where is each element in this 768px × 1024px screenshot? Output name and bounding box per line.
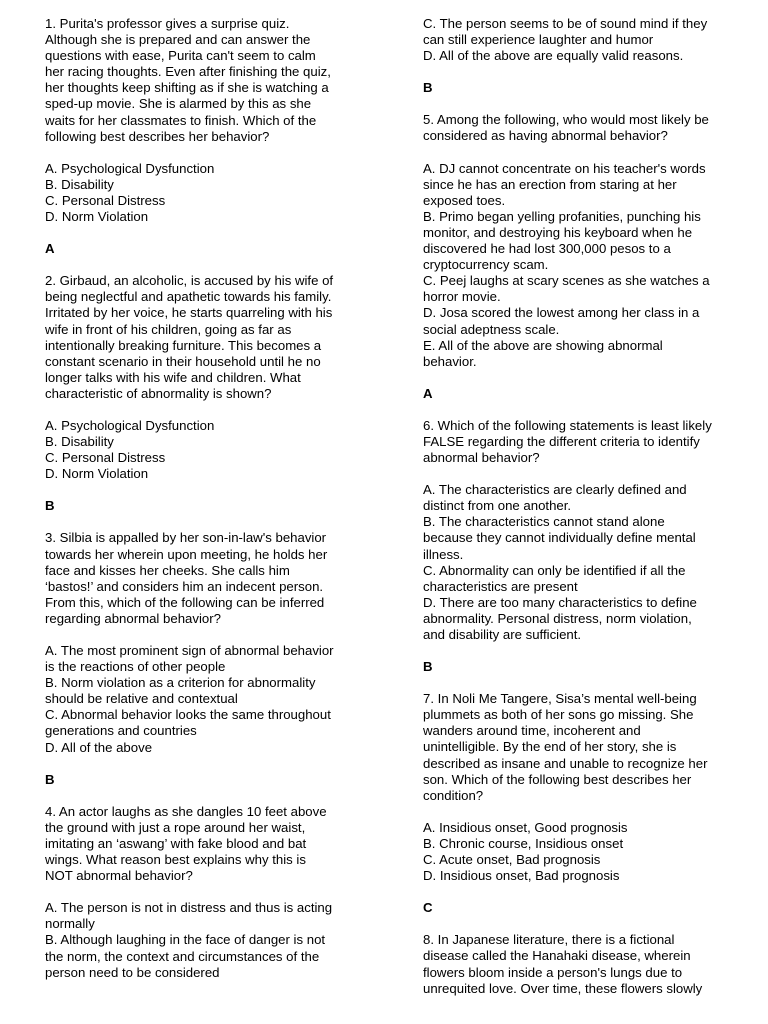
question-2-options	[45, 418, 383, 482]
question-2-text: 2. Girbaud, an alcoholic, is accused by his wife of being neglectful and apathetic towards his family. Irritated by her voice, he starts quarreling with his wife in front of his children, going as far as intentionally breaking furniture. This becomes a constant scenario in their household until he no longer talks with his wife and children. What characteristic of abnormality is shown?	[45, 273, 334, 401]
question-6-option-c: C. Abnormality can only be identified if all the characteristics are present	[423, 562, 686, 594]
question-8	[423, 932, 759, 996]
left-column	[45, 16, 383, 981]
question-4-option-b: B. Although laughing in the face of danger is not the norm, the context and circumstances of the person need to be considered	[45, 932, 326, 980]
question-6-answer: B	[423, 659, 433, 675]
question-7-options	[423, 820, 759, 884]
question-7	[423, 691, 759, 916]
question-7-option-a: A. Insidious onset, Good prognosis	[423, 819, 628, 835]
question-6-option-d: D. There are too many characteristics to define abnormality. Personal distress, norm violation, and disability are sufficient.	[423, 594, 697, 642]
question-5	[423, 112, 759, 402]
question-4-options	[45, 900, 383, 980]
question-2-option-c: C. Personal Distress	[45, 450, 166, 466]
question-1-option-b: B. Disability	[45, 176, 114, 192]
question-7-option-b: B. Chronic course, Insidious onset	[423, 835, 624, 851]
question-2	[45, 273, 383, 514]
question-5-option-c: C. Peej laughs at scary scenes as she watches a horror movie.	[423, 273, 710, 305]
question-6-options	[423, 482, 759, 643]
question-2-option-d: D. Norm Violation	[45, 466, 149, 482]
question-1-options	[45, 161, 383, 225]
question-2-answer: B	[45, 498, 55, 514]
question-4-text: 4. An actor laughs as she dangles 10 feet above the ground with just a rope around her waist, imitating an ‘aswang’ with fake blood and bat wings. What reason best explains why this is NOT abnormal behavior?	[45, 803, 327, 884]
question-8-text: 8. In Japanese literature, there is a fictional disease called the Hanahaki disease, wherein flowers bloom inside a person's lungs due to unrequited love. Over time, these flowers slowly	[423, 932, 703, 996]
question-3-options	[45, 643, 383, 756]
question-3-option-c: C. Abnormal behavior looks the same throughout generations and countries	[45, 707, 331, 739]
question-1-answer: A	[45, 241, 55, 257]
question-5-option-d: D. Josa scored the lowest among her class in a social adeptness scale.	[423, 305, 700, 337]
question-3	[45, 530, 383, 787]
question-1-option-a: A. Psychological Dysfunction	[45, 160, 215, 176]
question-6-option-a: A. The characteristics are clearly defined and distinct from one another.	[423, 482, 687, 514]
question-4-answer: B	[423, 80, 433, 96]
question-3-answer: B	[45, 771, 55, 787]
question-5-text: 5. Among the following, who would most likely be considered as having abnormal behavior?	[423, 112, 709, 144]
question-7-text: 7. In Noli Me Tangere, Sisa’s mental well-being plummets as both of her sons go missing. She wanders around time, incoherent and unintelligible. By the end of her story, she is described as insane and unable to recognize her son. Which of the following best describes her condition?	[423, 691, 708, 803]
question-5-option-b: B. Primo began yelling profanities, punching his monitor, and destroying his keyboard when he discovered he had lost 300,000 pesos to a cryptocurrency scam.	[423, 208, 701, 273]
question-4-option-c: C. The person seems to be of sound mind if they can still experience laughter and humor	[423, 16, 708, 48]
question-7-answer: C	[423, 900, 433, 916]
question-1	[45, 16, 383, 257]
question-5-answer: A	[423, 385, 433, 401]
question-4-option-d: D. All of the above are equally valid reasons.	[423, 48, 684, 64]
right-column	[423, 16, 759, 997]
question-4-option-a: A. The person is not in distress and thus is acting normally	[45, 900, 333, 932]
question-1-option-c: C. Personal Distress	[45, 192, 166, 208]
question-7-option-d: D. Insidious onset, Bad prognosis	[423, 868, 620, 884]
question-3-option-d: D. All of the above	[45, 739, 153, 755]
question-2-option-a: A. Psychological Dysfunction	[45, 417, 215, 433]
question-5-options	[423, 161, 759, 370]
question-1-option-d: D. Norm Violation	[45, 209, 149, 225]
question-3-text: 3. Silbia is appalled by her son-in-law's behavior towards her wherein upon meeting, he holds her face and kisses her cheeks. She calls him ‘bastos!’ and considers him an indecent person. From this, which of the following can be inferred regarding abnormal behavior?	[45, 530, 328, 626]
question-5-option-a: A. DJ cannot concentrate on his teacher's words since he has an erection from staring at her exposed toes.	[423, 160, 706, 208]
question-3-option-b: B. Norm violation as a criterion for abnormality should be relative and contextual	[45, 675, 316, 707]
question-5-option-e: E. All of the above are showing abnormal behavior.	[423, 337, 663, 369]
question-1-text: 1. Purita's professor gives a surprise quiz. Although she is prepared and can answer the questions with ease, Purita can't seem to calm her racing thoughts. Even after finishing the quiz, her thoughts keep shifting as if she is watching a sped-up movie. She is alarmed by this as she waits for her classmates to finish. Which of the following best describes her behavior?	[45, 16, 331, 144]
question-6	[423, 418, 759, 675]
question-4-continued	[423, 16, 759, 96]
question-6-text: 6. Which of the following statements is least likely FALSE regarding the different criteria to identify abnormal behavior?	[423, 417, 712, 466]
question-7-option-c: C. Acute onset, Bad prognosis	[423, 852, 601, 868]
question-3-option-a: A. The most prominent sign of abnormal behavior is the reactions of other people	[45, 643, 334, 675]
question-2-option-b: B. Disability	[45, 434, 114, 450]
question-4	[45, 804, 383, 981]
question-6-option-b: B. The characteristics cannot stand alone because they cannot individually define mental illness.	[423, 514, 696, 562]
